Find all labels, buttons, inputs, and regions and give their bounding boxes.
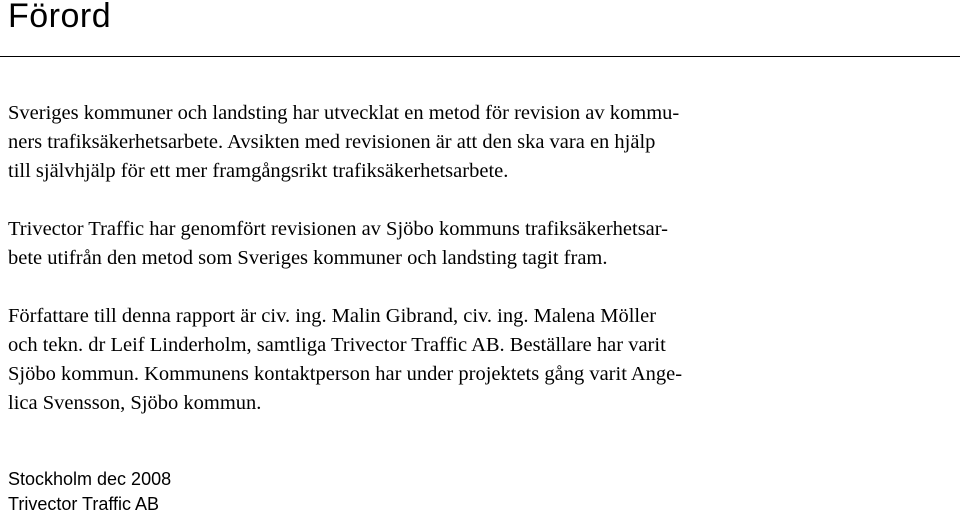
- organization-name: Trivector Traffic AB: [8, 494, 160, 514]
- text-line: lica Svensson, Sjöbo kommun.: [8, 392, 262, 414]
- text-line: Sveriges kommuner och landsting har utvecklat en metod för revision av kommu-: [8, 102, 680, 124]
- title-divider: [0, 56, 960, 57]
- paragraph-authors: [8, 302, 682, 418]
- paragraph-revision: [8, 215, 668, 273]
- page-title: Förord: [8, 0, 112, 35]
- signature-block: [8, 467, 171, 517]
- text-line: ners trafiksäkerhetsarbete. Avsikten med revisionen är att den ska vara en hjälp: [8, 131, 656, 153]
- text-line: Trivector Traffic har genomfört revisionen av Sjöbo kommuns trafiksäkerhetsar-: [8, 218, 669, 240]
- text-line: bete utifrån den metod som Sveriges kommuner och landsting tagit fram.: [8, 247, 608, 269]
- text-line: Sjöbo kommun. Kommunens kontaktperson har under projektets gång varit Ange-: [8, 363, 683, 385]
- text-line: till självhjälp för ett mer framgångsrikt trafiksäkerhetsarbete.: [8, 160, 509, 182]
- text-line: och tekn. dr Leif Linderholm, samtliga Trivector Traffic AB. Beställare har varit: [8, 334, 666, 356]
- text-line: Författare till denna rapport är civ. ing. Malin Gibrand, civ. ing. Malena Möller: [8, 305, 657, 327]
- place-date: Stockholm dec 2008: [8, 469, 172, 489]
- paragraph-introduction: [8, 99, 679, 186]
